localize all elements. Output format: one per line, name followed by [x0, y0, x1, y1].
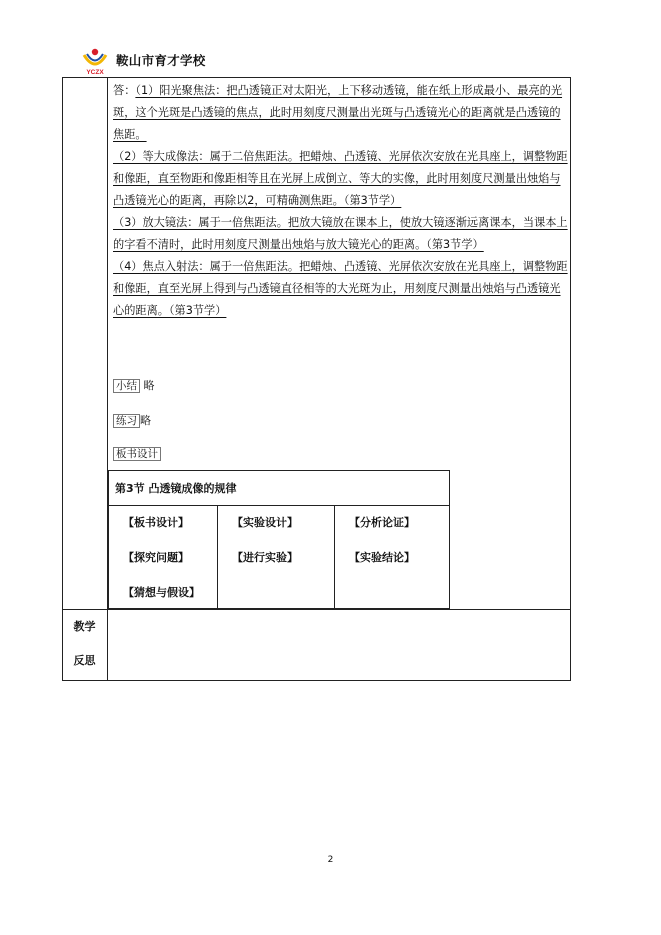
summary-line: [113, 377, 155, 393]
board-design-tag: 板书设计: [113, 447, 161, 461]
method-2-text: （2）等大成像法：属于二倍焦距法。把蜡烛、凸透镜、光屏依次安放在光具座上，调整物距和像距，直至物距和像距相等且在光屏上成倒立、等大的实像，此时用刻度尺测量出烛焰与凸透镜光心的距离，再除以2，可精确测焦距。（第3节学）: [113, 150, 568, 207]
answer-content: [113, 80, 568, 322]
school-logo-icon: [80, 45, 110, 75]
board-column-2: [218, 506, 335, 609]
board-item: 【实验结论】: [349, 551, 415, 564]
method-1-text: （1）阳光聚焦法：把凸透镜正对太阳光，上下移动透镜，能在纸上形成最小、最亮的光斑，这个光斑是凸透镜的焦点，此时用刻度尺测量出光斑与凸透镜光心的距离就是凸透镜的焦距。: [113, 84, 563, 141]
board-design-line: [113, 446, 161, 461]
reflection-label-line-1: 教学: [73, 620, 96, 633]
teaching-reflection-label: [62, 610, 107, 678]
board-item: 【进行实验】: [232, 551, 298, 564]
summary-tag: 小结: [113, 379, 140, 393]
page-number: 2: [327, 855, 334, 865]
summary-text: 略: [143, 379, 155, 392]
board-item: 【猜想与假设】: [123, 586, 200, 599]
answer-paragraph-1: [113, 80, 568, 146]
exercise-line: [113, 412, 151, 428]
answer-prefix: 答：: [113, 84, 136, 97]
board-item: 【板书设计】: [123, 516, 189, 529]
exercise-tag: 练习: [113, 414, 140, 428]
school-name: 鞍山市育才学校: [116, 53, 206, 68]
exercise-text: 略: [140, 414, 151, 427]
method-3-text: （3）放大镜法：属于一倍焦距法。把放大镜放在课本上，使放大镜逐渐远离课本，当课本上的字看不清时，此时用刻度尺测量出烛焰与放大镜光心的距离。（第3节学）: [113, 216, 568, 251]
page-header: [80, 44, 206, 76]
board-item: 【探究问题】: [123, 551, 189, 564]
reflection-label-line-2: 反思: [73, 654, 96, 667]
board-design-table: [108, 470, 450, 609]
board-item: 【实验设计】: [232, 516, 298, 529]
board-column-3: [335, 506, 449, 609]
board-column-1: [109, 506, 218, 609]
logo-text: YCZX: [86, 69, 104, 75]
method-4-text: （4）焦点入射法：属于一倍焦距法。把蜡烛、凸透镜、光屏依次安放在光具座上，调整物距和像距，直至光屏上得到与凸透镜直径相等的大光斑为止，用刻度尺测量出烛焰与凸透镜光心的距离。（第3节学）: [113, 260, 568, 317]
board-title: 第3节 凸透镜成像的规律: [109, 471, 449, 506]
board-item: 【分析论证】: [349, 516, 415, 529]
